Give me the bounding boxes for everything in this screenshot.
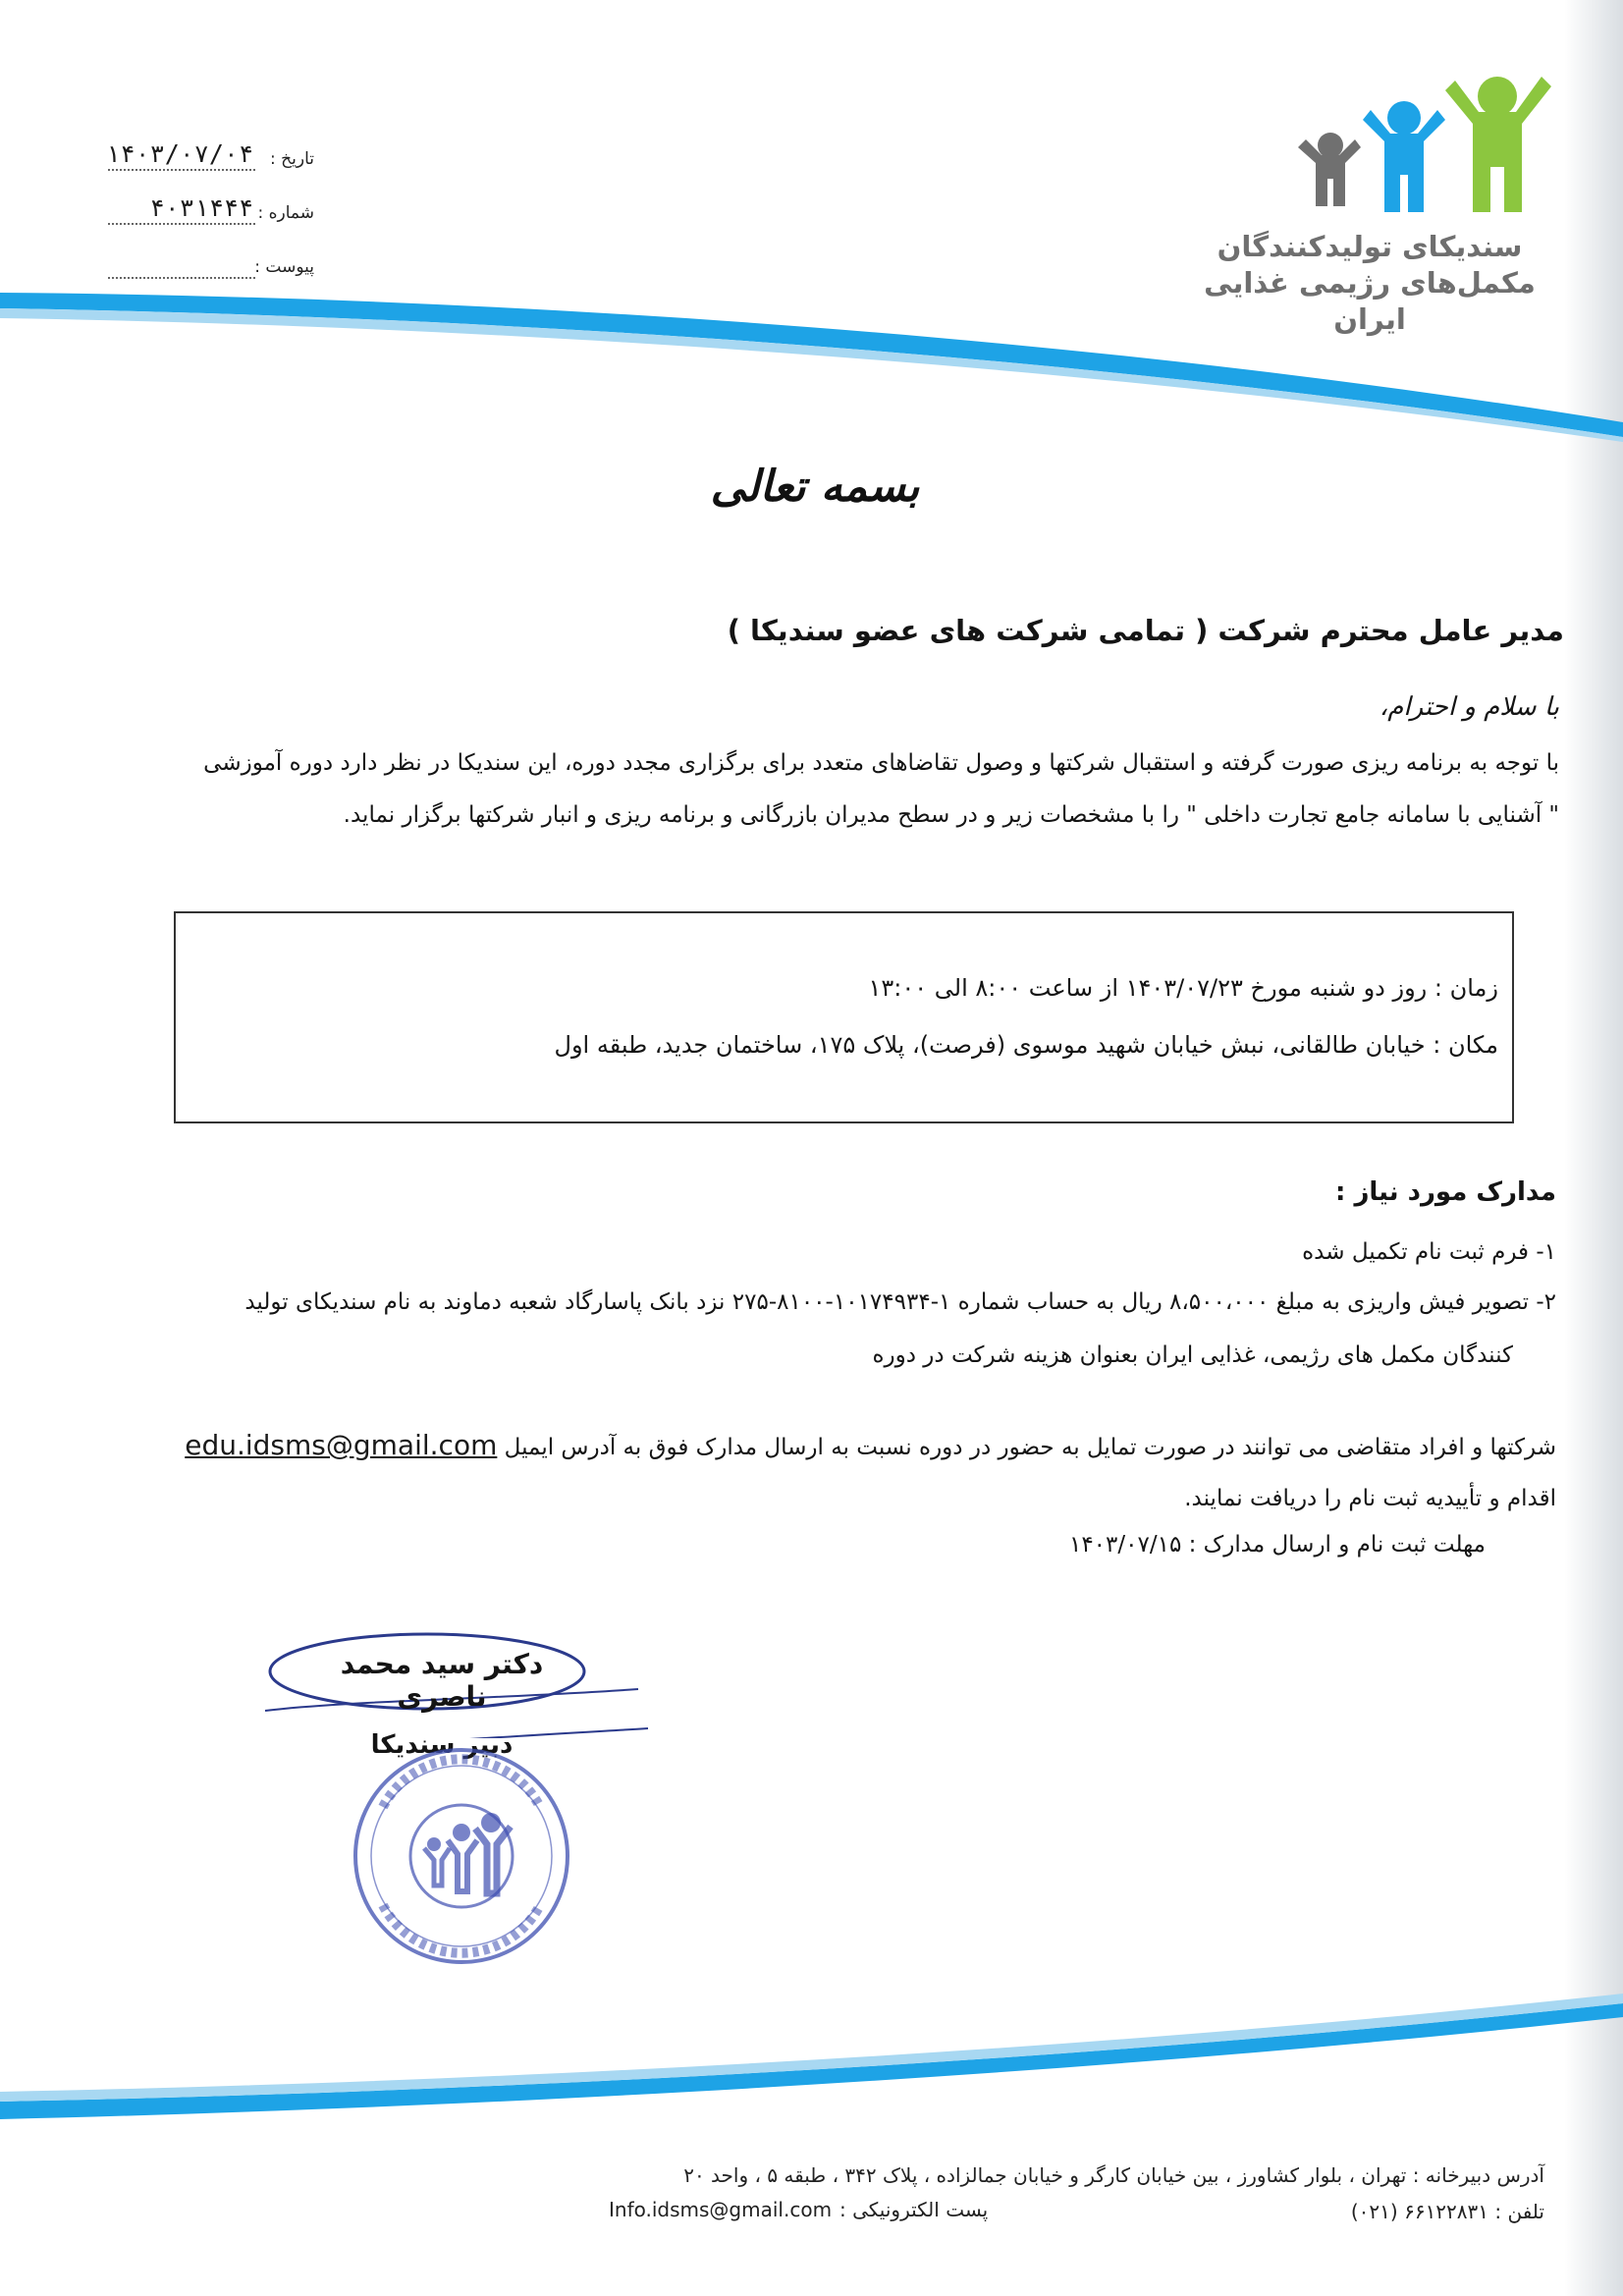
footer-email-label: پست الکترونیکی : — [839, 2198, 989, 2221]
footer-email[interactable]: Info.idsms@gmail.com — [609, 2198, 833, 2221]
session-place: مکان : خیابان طالقانی، نبش خیابان شهید موسوی (فرصت)، پلاک ۱۷۵، ساختمان جدید، طبقه اول — [554, 1031, 1498, 1059]
number-field — [108, 193, 314, 227]
org-name-line3: ایران — [1333, 302, 1406, 336]
body-line-2: " آشنایی با سامانه جامع تجارت داخلی " را با مشخصات زیر و در سطح مدیران بازرگانی و برنامه ریزی و انبار شرکتها برگزار نماید. — [343, 802, 1559, 828]
bismillah-heading: بسمه تعالی — [710, 462, 920, 512]
footer-phone: تلفن : ۶۶۱۲۲۸۳۱ (۰۲۱) — [1350, 2200, 1544, 2223]
official-stamp-icon — [344, 1738, 579, 1974]
session-time: زمان : روز دو شنبه مورخ ۱۴۰۳/۰۷/۲۳ از ساعت ۸:۰۰ الی ۱۳:۰۰ — [868, 974, 1498, 1002]
org-name-line2: مکمل‌های رژیمی غذایی — [1204, 266, 1536, 300]
requirement-item-2: ۲- تصویر فیش واریزی به مبلغ ۸،۵۰۰،۰۰۰ ریال به حساب شماره ۱-۱۰۱۷۴۹۳۴-۸۱۰۰-۲۷۵ نزد بانک پاسارگاد شعبه دماوند به نام سندیکای تولید — [244, 1289, 1556, 1315]
greeting: با سلام و احترام، — [1379, 692, 1559, 722]
number-value: ۴۰۳۱۴۴۴ — [149, 193, 253, 222]
signer-title: دبیر سندیکا — [370, 1730, 514, 1760]
body-line-1: با توجه به برنامه ریزی صورت گرفته و استقبال شرکتها و وصول تقاضاهای متعدد برای برگزاری مجدد دوره، این سندیکا در نظر دارد دوره آموزشی — [203, 750, 1559, 776]
date-label: تاریخ : — [270, 149, 314, 169]
date-field — [105, 139, 314, 173]
submission-note-line-2: اقدام و تأییدیه ثبت نام را دریافت نمایند. — [1184, 1486, 1556, 1511]
registration-deadline: مهلت ثبت نام و ارسال مدارک : ۱۴۰۳/۰۷/۱۵ — [1068, 1532, 1486, 1558]
date-dotted-line — [108, 169, 255, 171]
number-dotted-line — [108, 223, 255, 225]
org-name-line1: سندیکای تولیدکنندگان — [1217, 230, 1523, 263]
date-value: ۱۴۰۳/۰۷/۰۴ — [105, 139, 253, 168]
number-label: شماره : — [257, 203, 314, 223]
requirement-item-2-continued: کنندگان مکمل های رژیمی، غذایی ایران بعنوان هزینه شرکت در دوره — [872, 1342, 1513, 1368]
requirements-title: مدارک مورد نیاز : — [1335, 1177, 1556, 1207]
signer-name: دکتر سید محمد ناصری — [340, 1648, 544, 1713]
attachment-label: پیوست : — [254, 257, 314, 277]
footer-address: آدرس دبیرخانه : تهران ، بلوار کشاورز ، بین خیابان کارگر و خیابان جمالزاده ، پلاک ۳۴۲ ، طبقه ۵ ، واحد ۲۰ — [683, 2163, 1544, 2187]
submission-note — [64, 1429, 1556, 1461]
submission-note-text: شرکتها و افراد متقاضی می توانند در صورت تمایل به حضور در دوره نسبت به ارسال مدارک فوق به آدرس ایمیل — [504, 1435, 1556, 1460]
requirement-item-1: ۱- فرم ثبت نام تکمیل شده — [1302, 1239, 1556, 1265]
salutation: مدیر عامل محترم شرکت ( تمامی شرکت های عضو سندیکا ) — [727, 614, 1564, 647]
bottom-blue-swoosh — [0, 1984, 1623, 2131]
top-blue-swoosh — [0, 275, 1623, 442]
session-info-box — [174, 911, 1514, 1123]
submission-email-link[interactable]: edu.idsms@gmail.com — [185, 1429, 498, 1461]
syndicate-logo-icon — [1276, 69, 1571, 216]
